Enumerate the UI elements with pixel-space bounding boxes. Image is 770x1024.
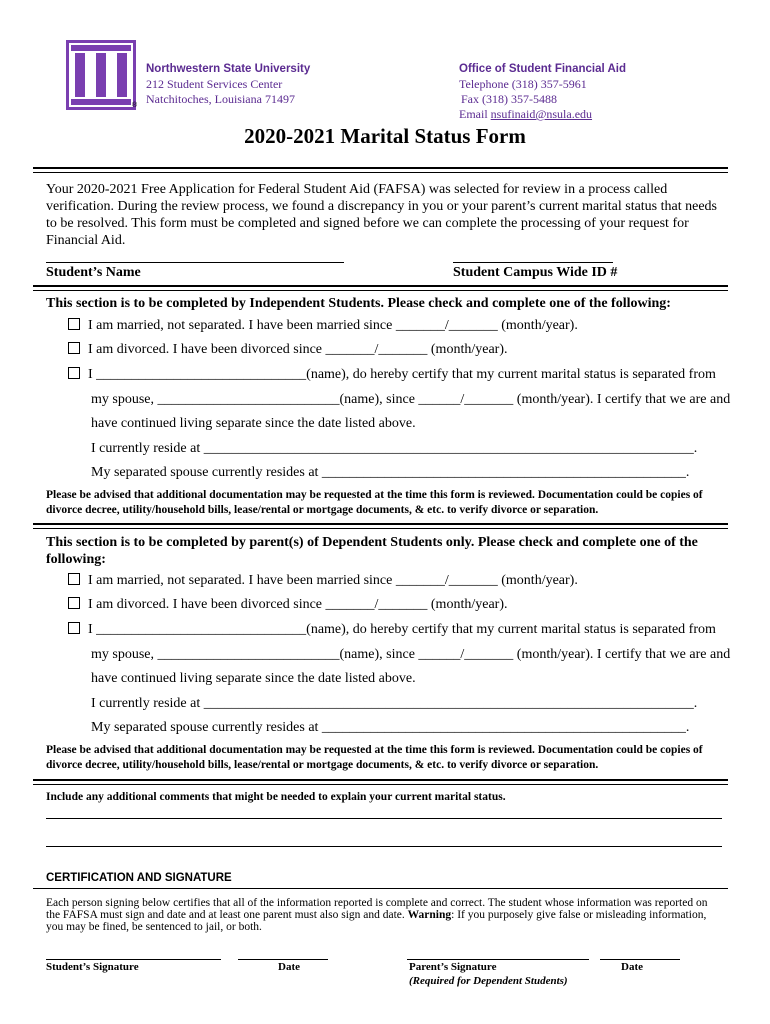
dependent-note: Please be advised that additional documentation may be requested at the time this form is reviewed. Documentation could be copies of divorce decree, utility/household bills, lease/rental or mortgage documents, & etc. to verify divorce or separation. xyxy=(46,744,703,771)
divider xyxy=(33,523,728,529)
student-id-label: Student Campus Wide ID # xyxy=(453,265,618,280)
student-date-line[interactable] xyxy=(238,959,328,960)
student-name-line[interactable] xyxy=(46,262,344,263)
independent-option-separated xyxy=(68,366,716,384)
intro-text: Your 2020-2021 Free Application for Federal Student Aid (FAFSA) was selected for review in a process called verification. During the review process, we found a discrepancy in you or your parent’s current marital status that needs to be resolved. This form must be completed and signed before we can complete the processing of your request for Financial Aid. xyxy=(46,182,718,248)
university-logo xyxy=(66,40,136,110)
address-line-2: Natchitoches, Louisiana 71497 xyxy=(146,92,295,106)
divider xyxy=(33,888,728,889)
student-date-label: Date xyxy=(278,961,300,973)
separated-line-3: have continued living separate since the date listed above. xyxy=(91,416,416,431)
separated-line-3: have continued living separate since the date listed above. xyxy=(91,671,416,686)
student-signature-label: Student’s Signature xyxy=(46,961,139,973)
page-title: 2020-2021 Marital Status Form xyxy=(244,124,526,148)
parent-signature-line[interactable] xyxy=(407,959,589,960)
checkbox-married[interactable] xyxy=(68,318,80,330)
separated-line-2: my spouse, __________________________(name), since ______/_______ (month/year). I certify that we are and xyxy=(91,392,731,407)
option-divorced-label: I am divorced. I have been divorced since _______/_______ (month/year). xyxy=(88,342,508,357)
parent-signature-label: Parent’s Signature xyxy=(409,961,497,973)
option-married-label: I am married, not separated. I have been married since _______/_______ (month/year). xyxy=(88,573,578,588)
reside-field[interactable]: I currently reside at ______________________________________________________________________. xyxy=(91,696,698,711)
option-separated-label: I ______________________________(name), do hereby certify that my current marital status is separated from xyxy=(88,622,716,637)
email-link[interactable]: nsufinaid@nsula.edu xyxy=(490,107,593,121)
divider xyxy=(33,285,728,291)
warning-label: Warning xyxy=(407,909,452,921)
dependent-option-divorced xyxy=(68,596,507,614)
independent-option-married xyxy=(68,317,578,335)
fax: Fax (318) 357-5488 xyxy=(461,92,557,106)
university-info xyxy=(146,62,310,107)
certification-text xyxy=(46,897,722,933)
dependent-option-married xyxy=(68,572,578,590)
email-label: Email xyxy=(459,107,491,121)
student-id-line[interactable] xyxy=(453,262,613,263)
divider xyxy=(33,167,728,173)
office-info xyxy=(459,62,626,122)
checkbox-divorced[interactable] xyxy=(68,597,80,609)
checkbox-separated[interactable] xyxy=(68,622,80,634)
comment-line-1[interactable] xyxy=(46,818,722,819)
option-married-label: I am married, not separated. I have been married since _______/_______ (month/year). xyxy=(88,318,578,333)
university-name: Northwestern State University xyxy=(146,63,311,75)
checkbox-married[interactable] xyxy=(68,573,80,585)
comments-label: Include any additional comments that might be needed to explain your current marital status. xyxy=(46,791,506,803)
parent-date-label: Date xyxy=(621,961,643,973)
dependent-heading: This section is to be completed by parent(s) of Dependent Students only. Please check and complete one of the following: xyxy=(46,535,698,567)
certification-text-part1: Each person signing below certifies that all of the information reported is complete and correct. The student whose information was reported on the FAFSA must sign and date and at least one parent must also sign and date. xyxy=(46,897,708,921)
spouse-reside-field[interactable]: My separated spouse currently resides at ____________________________________________________. xyxy=(91,465,690,480)
parent-date-line[interactable] xyxy=(600,959,680,960)
independent-option-divorced xyxy=(68,341,507,359)
certification-heading: CERTIFICATION AND SIGNATURE xyxy=(46,872,232,884)
office-name: Office of Student Financial Aid xyxy=(459,63,626,75)
comment-line-2[interactable] xyxy=(46,846,722,847)
separated-line-2: my spouse, __________________________(name), since ______/_______ (month/year). I certify that we are and xyxy=(91,647,731,662)
checkbox-divorced[interactable] xyxy=(68,342,80,354)
reside-field[interactable]: I currently reside at ______________________________________________________________________. xyxy=(91,441,698,456)
independent-note: Please be advised that additional documentation may be requested at the time this form is reviewed. Documentation could be copies of divorce decree, utility/household bills, lease/rental or mortgage documents, & etc. to verify divorce or separation. xyxy=(46,489,703,516)
spouse-reside-field[interactable]: My separated spouse currently resides at ____________________________________________________. xyxy=(91,720,690,735)
certification-text-part2: : If you purposely give false or misleading information, you may be fined, be sentenced to jail, or both. xyxy=(46,909,707,933)
checkbox-separated[interactable] xyxy=(68,367,80,379)
independent-heading: This section is to be completed by Independent Students. Please check and complete one of the following: xyxy=(46,296,671,311)
divider xyxy=(33,779,728,785)
dependent-option-separated xyxy=(68,621,716,639)
registered-mark: ® xyxy=(132,102,138,109)
option-divorced-label: I am divorced. I have been divorced since _______/_______ (month/year). xyxy=(88,597,508,612)
option-separated-label: I ______________________________(name), do hereby certify that my current marital status is separated from xyxy=(88,367,716,382)
student-name-label: Student’s Name xyxy=(46,265,141,280)
address-line-1: 212 Student Services Center xyxy=(146,77,283,91)
parent-signature-note: (Required for Dependent Students) xyxy=(409,975,568,987)
telephone: Telephone (318) 357-5961 xyxy=(459,77,587,91)
student-signature-line[interactable] xyxy=(46,959,221,960)
